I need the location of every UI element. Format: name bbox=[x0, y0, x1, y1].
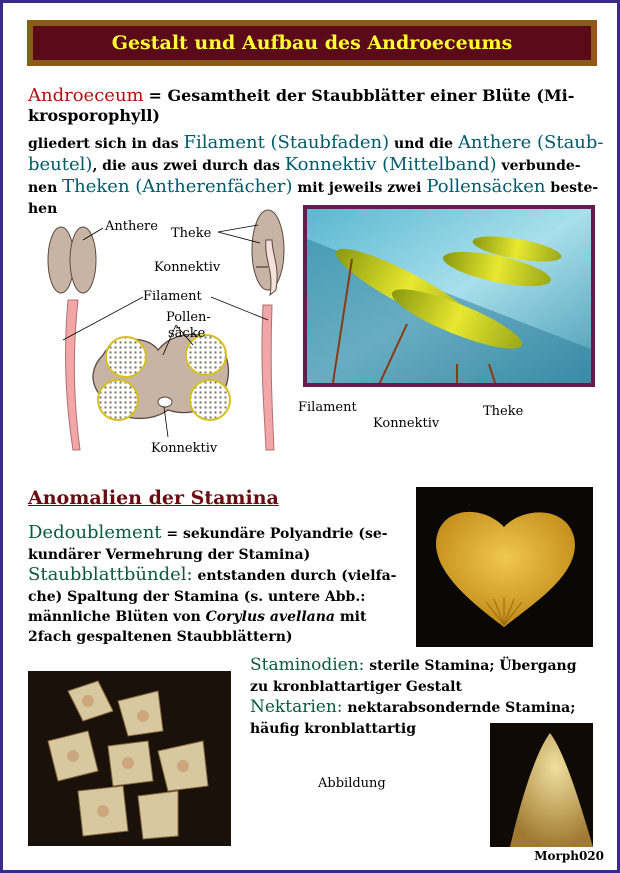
diagram-label-pollen-1: Pollen- bbox=[166, 310, 211, 325]
intro-line-4: beutel), die aus zwei durch das Konnektiv (Mittelband) verbunde- bbox=[28, 154, 581, 175]
diagram-label-theke: Theke bbox=[171, 226, 212, 241]
photo-label-theke: Theke bbox=[483, 404, 524, 419]
photo-label-konnektiv: Konnektiv bbox=[373, 416, 440, 431]
term-nektarien: Nektarien: bbox=[250, 697, 343, 717]
term-androeceum: Androeceum bbox=[28, 85, 144, 106]
photo-label-filament: Filament bbox=[298, 400, 357, 415]
nectary-photo bbox=[490, 723, 593, 847]
diagram-label-konnektiv: Konnektiv bbox=[154, 260, 221, 275]
pollen-sac-2 bbox=[186, 335, 226, 375]
buendel-line-4: 2fach gespaltenen Staubblättern) bbox=[28, 629, 293, 645]
term-konnektiv: Konnektiv (Mittelband) bbox=[284, 154, 497, 175]
term-dedoublement: Dedoublement bbox=[28, 522, 162, 543]
buendel-line-3: männliche Blüten von Corylus avellana mit bbox=[28, 609, 367, 625]
intro-line-1 bbox=[28, 86, 598, 107]
corylus-photo bbox=[28, 671, 231, 846]
stamen-photo-art bbox=[307, 209, 591, 383]
intro-line-2: krosporophyll) bbox=[28, 106, 160, 125]
term-theken: Theken (Antherenfächer) bbox=[62, 176, 293, 197]
term-pollensaecke: Pollensäcken bbox=[426, 176, 546, 197]
staminodien-line-2: zu kronblattartiger Gestalt bbox=[250, 679, 462, 695]
definition: = Gesamtheit der Staubblätter einer Blüte (Mi- bbox=[148, 86, 575, 105]
pollen-sac-1 bbox=[106, 337, 146, 377]
pollen-sac-3 bbox=[98, 380, 138, 420]
diagram-label-anthere: Anthere bbox=[105, 219, 158, 234]
dedoublement-line-2: kundärer Vermehrung der Stamina) bbox=[28, 547, 311, 563]
nektarien-line-1: Nektarien: nektarabsondernde Stamina; bbox=[250, 697, 576, 717]
corylus-photo-art bbox=[28, 671, 231, 846]
stamen-diagram bbox=[28, 205, 298, 465]
diagram-label-pollen-2: säcke bbox=[168, 326, 206, 341]
term-staminodien: Staminodien: bbox=[250, 655, 365, 675]
intro-line-5: nen Theken (Antherenfächer) mit jeweils zwei Pollensäcken beste- bbox=[28, 176, 599, 197]
right-filament bbox=[262, 305, 274, 450]
anomalies-heading: Anomalien der Stamina bbox=[28, 487, 279, 509]
buendel-line-2: che) Spaltung der Stamina (s. untere Abb.: bbox=[28, 589, 366, 605]
diagram-label-filament: Filament bbox=[143, 289, 202, 304]
abbildung-caption: Abbildung bbox=[318, 776, 386, 791]
term-filament: Filament (Staubfaden) bbox=[183, 132, 390, 153]
cross-konnektiv bbox=[158, 397, 172, 407]
diagram-label-konnektiv-2: Konnektiv bbox=[151, 441, 218, 456]
term-staubblattbuendel: Staubblattbündel: bbox=[28, 564, 193, 585]
page-title: Gestalt und Aufbau des Androeceums bbox=[111, 32, 513, 54]
nektarien-line-2: häufig kronblattartig bbox=[250, 721, 416, 737]
term-anthere: Anthere (Staub- bbox=[457, 132, 604, 153]
staminode-photo bbox=[416, 487, 593, 647]
staminodien-line-1: Staminodien: sterile Stamina; Übergang bbox=[250, 655, 577, 675]
stamen-photo bbox=[303, 205, 595, 387]
left-filament bbox=[66, 300, 80, 450]
page-code: Morph020 bbox=[534, 849, 604, 863]
title-bar bbox=[27, 20, 597, 66]
species-name: Corylus avellana bbox=[205, 609, 335, 625]
left-anther-b bbox=[70, 227, 96, 293]
pollen-sac-4 bbox=[190, 380, 230, 420]
title-inner bbox=[33, 26, 591, 60]
buendel-line-1: Staubblattbündel: entstanden durch (vielfa- bbox=[28, 564, 397, 585]
staminode-photo-art bbox=[416, 487, 593, 647]
intro-line-3: gliedert sich in das Filament (Staubfaden) und die Anthere (Staub- bbox=[28, 132, 604, 153]
dedoublement-line-1: Dedoublement = sekundäre Polyandrie (se- bbox=[28, 522, 388, 543]
nectary-photo-art bbox=[490, 723, 593, 847]
intro-line-6: hen bbox=[28, 201, 58, 217]
